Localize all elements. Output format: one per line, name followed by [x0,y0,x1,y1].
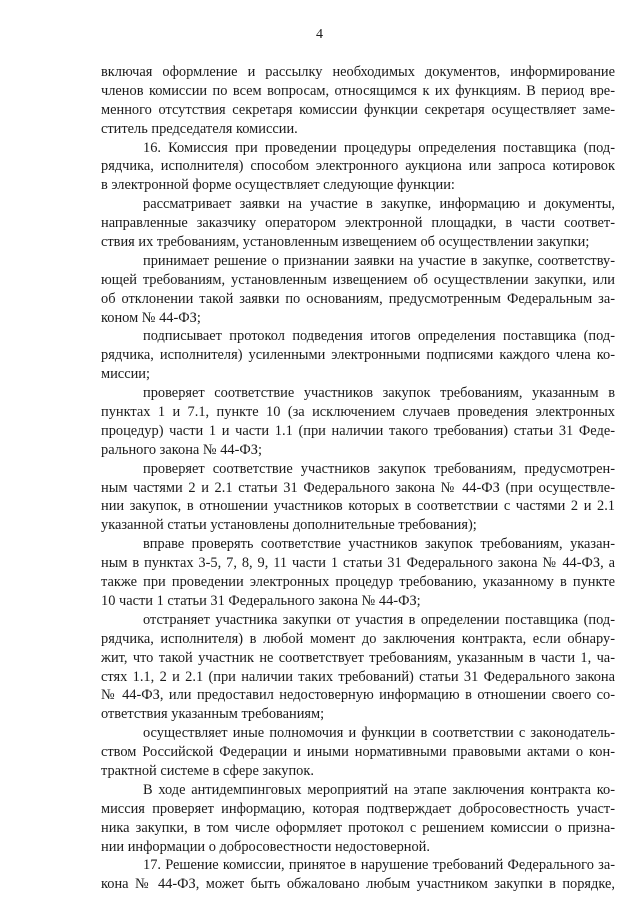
paragraph-p16-f5 [101,460,615,536]
text-line: нии закупок, в отношении участников которых в соответствии с частями 2 и 2.1 [101,498,615,515]
text-line: рального закона № 44-ФЗ; [101,441,262,458]
paragraph-p16-f6 [101,535,615,611]
text-line: включая оформление и рассылку необходимых документов, информирование [101,64,615,80]
text-line: рядчика, исполнителя) способом электронного аукциона или запроса котировок [101,158,615,175]
text-line: В ходе антидемпинговых мероприятий на этапе заключения контракта ко- [143,781,615,798]
text-line: ответствия указанным требованиям; [101,706,325,723]
text-line: процедур) части 1 и части 1.1 (при наличии такого требования) статьи 31 Феде- [101,422,615,439]
text-line: менного отсутствия секретаря комиссии функции секретаря осуществляет заме- [101,101,615,118]
text-line: ством Российской Федерации и иными нормативными правовыми актами о кон- [101,744,615,761]
paragraph-p16-dumping [101,781,615,857]
text-line: принимает решение о признании заявки на участие в закупке, соответству- [143,252,615,269]
paragraph-p16-f1 [101,195,615,252]
paragraph-p16 [101,139,615,196]
paragraph-p-cont [101,63,615,139]
text-line: рассматривает заявки на участие в закупке, информацию и документы, [143,196,615,213]
text-line: ным в пунктах 3-5, 7, 8, 9, 11 части 1 статьи 31 Федерального закона № 44-ФЗ, а [101,555,615,572]
text-line: проверяет соответствие участников закупок требованиям, предусмотрен- [143,460,615,477]
text-line: вправе проверять соответствие участников закупок требованиям, указан- [143,536,615,553]
text-line: ным частями 2 и 2.1 статьи 31 Федерального закона № 44-ФЗ (при осуществле- [101,479,615,496]
text-line: рядчика, исполнителя) усиленными электронными подписями каждого члена ко- [101,347,615,364]
paragraph-p17 [101,856,615,894]
text-line: пунктах 1 и 7.1, пункте 10 (за исключением случаев проведения электронных [101,404,615,421]
text-line: ститель председателя комиссии. [101,120,298,137]
text-line: коном № 44-ФЗ; [101,309,201,326]
text-line: кона № 44-ФЗ, может быть обжаловано любым участником закупки в порядке, [101,876,615,893]
text-line: 17. Решение комиссии, принятое в нарушение требований Федерального за- [143,857,615,874]
text-line: № 44-ФЗ, или предоставил недостоверную информацию в отношении своего со- [101,687,615,704]
paragraph-p16-f8 [101,724,615,781]
text-line: трактной системе в сфере закупок. [101,762,314,779]
text-line: в электронной форме осуществляет следующие функции: [101,177,455,194]
paragraph-p16-f2 [101,252,615,328]
text-line: осуществляет иные полномочия и функции в соответствии с законодатель- [143,725,615,742]
text-line: ющей требованиям, установленным извещением об осуществлении закупки, или [101,271,615,288]
page-number: 4 [316,27,323,42]
paragraph-p16-f4 [101,384,615,460]
text-line: нии информации о добросовестности недостоверной. [101,838,430,855]
paragraph-p16-f3 [101,327,615,384]
text-line: ствия их требованиям, установленным извещением об осуществлении закупки; [101,234,590,251]
text-line: отстраняет участника закупки от участия в определении поставщика (под- [143,611,615,628]
document-body [101,63,615,894]
paragraph-p16-f7 [101,611,615,724]
text-line: подписывает протокол подведения итогов определения поставщика (под- [143,328,615,345]
text-line: миссия проверяет информацию, которая подтверждает добросовестность участ- [101,800,615,817]
text-line: рядчика, исполнителя) в любой момент до заключения контракта, если обнару- [101,630,615,647]
text-line: указанной статьи установлены дополнительные требования); [101,517,477,534]
text-line: проверяет соответствие участников закупок требованиям, указанным в [143,385,615,402]
text-line: направленные заказчику оператором электронной площадки, в части соответ- [101,215,615,232]
text-line: также при проведении электронных процедур требованию, указанному в пункте [101,574,615,591]
text-line: миссии; [101,366,150,383]
text-line: стях 1.1, 2 и 2.1 (при наличии таких требований) статьи 31 Федерального закона [101,668,615,685]
text-line: ника закупки, в том числе оформляет протокол с решением комиссии о призна- [101,819,615,836]
text-line: об отклонении такой заявки по основаниям, предусмотренным Федеральным за- [101,290,615,307]
text-line: 10 части 1 статьи 31 Федерального закона № 44-ФЗ; [101,592,421,609]
text-line: 16. Комиссия при проведении процедуры определения поставщика (под- [143,139,615,156]
text-line: жит, что такой участник не соответствует требованиям, указанным в части 1, ча- [101,649,615,666]
text-line: членов комиссии по всем вопросам, относящимся к их функциям. В период вре- [101,82,615,99]
